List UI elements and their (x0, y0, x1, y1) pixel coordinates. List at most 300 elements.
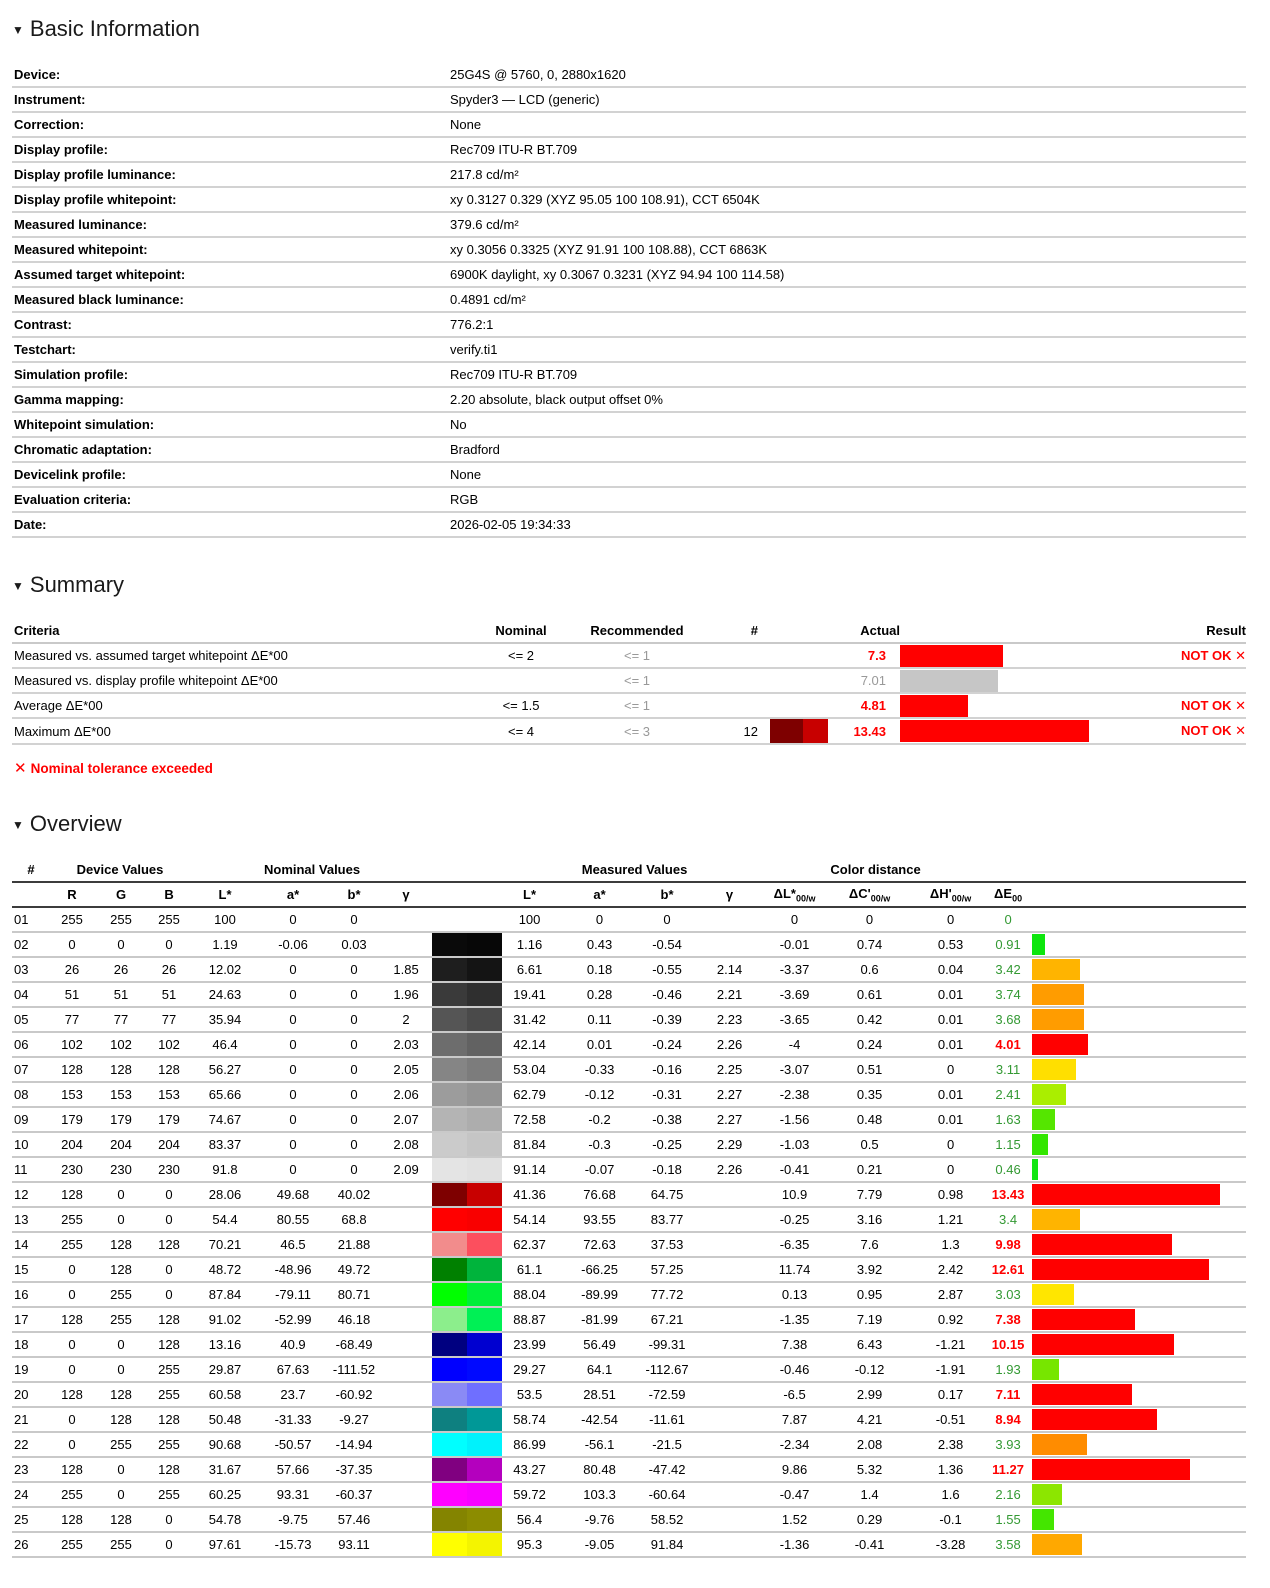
nominal-l: 83.37 (208, 1137, 242, 1152)
patch-row (12, 1482, 1246, 1507)
delta-l: -3.65 (779, 1012, 810, 1027)
basic-info-row (12, 312, 1246, 337)
device-b: 0 (165, 1212, 173, 1227)
device-g: 77 (113, 1012, 129, 1027)
patch-row (12, 1232, 1246, 1257)
device-g: 255 (110, 912, 132, 927)
delta-h: 0.01 (937, 1037, 964, 1052)
delta-l: 9.86 (781, 1462, 808, 1477)
measured-l: 42.14 (513, 1037, 546, 1052)
delta-e-bar-cell (1032, 1207, 1246, 1232)
nominal-color-swatch (432, 1057, 467, 1082)
delta-e-value: 9.98 (995, 1237, 1021, 1252)
basic-info-row (12, 412, 1246, 437)
delta-c: 0.35 (856, 1087, 883, 1102)
delta-l: 11.74 (778, 1262, 811, 1277)
nominal-color-swatch (432, 1407, 467, 1432)
patch-row (12, 1182, 1246, 1207)
nominal-b: -60.92 (335, 1387, 373, 1402)
delta-l: -0.25 (779, 1212, 810, 1227)
delta-h: 0.92 (937, 1312, 964, 1327)
field-value: RGB (450, 492, 479, 507)
column-header (692, 882, 767, 907)
summary-header-recommended: Recommended (590, 622, 684, 638)
device-r: 230 (61, 1162, 83, 1177)
delta-h: 1.21 (937, 1212, 964, 1227)
summary-header-bar-spacer (900, 618, 1090, 643)
measured-color-swatch (467, 1432, 502, 1457)
measured-l: 6.61 (516, 962, 543, 977)
delta-e-bar-cell (1032, 1082, 1246, 1107)
overview-table (12, 857, 1246, 1558)
delta-e-bar-cell (900, 693, 1090, 718)
patch-row (12, 1332, 1246, 1357)
device-g: 0 (117, 937, 125, 952)
measured-b: -0.55 (652, 962, 682, 977)
delta-e-value: 1.15 (995, 1137, 1021, 1152)
summary-title: Summary (29, 572, 125, 597)
measured-gamma (692, 1182, 767, 1207)
field-value: 379.6 cd/m² (450, 217, 519, 232)
nominal-b: 0 (350, 1112, 358, 1127)
device-b: 128 (158, 1412, 180, 1427)
nominal-a: 0 (289, 1062, 297, 1077)
measured-color-swatch (467, 1357, 502, 1382)
column-header (1032, 882, 1246, 907)
measured-gamma (692, 1507, 767, 1532)
nominal-color-swatch (432, 1257, 467, 1282)
measured-gamma (692, 1432, 767, 1457)
nominal-l: 60.25 (208, 1487, 242, 1502)
nominal-a: -0.06 (278, 937, 308, 952)
delta-c: 7.79 (856, 1187, 883, 1202)
delta-e-bar (1032, 934, 1045, 955)
measured-color-swatch (467, 1207, 502, 1232)
nominal-l: 60.58 (208, 1387, 242, 1402)
nominal-gamma (380, 1507, 432, 1532)
measured-color-swatch (467, 1182, 502, 1207)
delta-e-value: 3.42 (995, 962, 1021, 977)
patch-row (12, 1257, 1246, 1282)
delta-e-bar-cell (1032, 1232, 1246, 1257)
patch-number: 07 (14, 1062, 29, 1077)
device-b: 255 (158, 1362, 180, 1377)
measured-a: -66.25 (581, 1262, 618, 1277)
device-b: 128 (158, 1337, 180, 1352)
measured-color-swatch (467, 1457, 502, 1482)
delta-e-bar-cell (900, 643, 1090, 668)
column-header-main: ΔC' (848, 885, 871, 901)
measured-a: -0.33 (584, 1062, 615, 1077)
delta-e-bar (1032, 1359, 1059, 1380)
delta-e-value: 3.58 (995, 1537, 1021, 1552)
summary-header-row (12, 618, 1246, 643)
device-b: 0 (165, 1512, 173, 1527)
nominal-b: 0 (350, 1012, 358, 1027)
measured-gamma (692, 1332, 767, 1357)
nominal-b: 0 (350, 1162, 358, 1177)
actual-value: 7.3 (867, 648, 886, 663)
field-value: xy 0.3127 0.329 (XYZ 95.05 100 108.91), CCT 6504K (450, 192, 760, 207)
delta-e-value: 1.55 (995, 1512, 1021, 1527)
device-g: 128 (110, 1262, 132, 1277)
field-label: Whitepoint simulation: (14, 417, 155, 432)
column-header (96, 882, 146, 907)
delta-l: -1.03 (779, 1137, 810, 1152)
max-error-patch-number: 12 (743, 723, 758, 739)
max-error-patch-number (712, 643, 758, 668)
delta-h: 0.04 (937, 962, 964, 977)
delta-e-value: 2.41 (995, 1087, 1021, 1102)
measured-a: 0.01 (586, 1037, 613, 1052)
nominal-a: 46.5 (280, 1237, 306, 1252)
nominal-l: 13.16 (208, 1337, 242, 1352)
delta-e-value: 10.15 (991, 1337, 1025, 1352)
measured-b: -72.59 (648, 1387, 686, 1402)
measured-gamma (692, 1407, 767, 1432)
delta-e-value: 11.27 (992, 1462, 1024, 1477)
nominal-color-swatch (432, 1182, 467, 1207)
measured-b: -99.31 (648, 1337, 686, 1352)
measured-b: -112.67 (645, 1362, 689, 1377)
nominal-a: -79.11 (275, 1287, 311, 1302)
delta-e-value: 3.03 (995, 1287, 1021, 1302)
measured-l: 53.5 (516, 1387, 543, 1402)
delta-e-value: 3.4 (999, 1212, 1018, 1227)
patch-row (12, 907, 1246, 932)
delta-l: 7.87 (781, 1412, 808, 1427)
field-value: Rec709 ITU-R BT.709 (450, 367, 578, 382)
section-toggle-basic-information[interactable] (12, 16, 1258, 42)
delta-e-bar (1032, 1009, 1084, 1030)
delta-c: 2.08 (856, 1437, 883, 1452)
delta-e-bar (1032, 1259, 1209, 1280)
delta-c: 5.32 (856, 1462, 883, 1477)
summary-row (12, 668, 1246, 693)
section-toggle-summary[interactable] (12, 572, 1258, 598)
measured-gamma: 2.14 (716, 962, 743, 977)
basic-info-row (12, 362, 1246, 387)
column-header-main: G (115, 887, 127, 902)
patch-number: 05 (14, 1012, 29, 1027)
patch-number: 13 (14, 1212, 29, 1227)
delta-e-bar (1032, 1484, 1062, 1505)
nominal-color-swatch (432, 907, 467, 932)
delta-e-bar (1032, 1059, 1076, 1080)
basic-info-row (12, 337, 1246, 362)
measured-gamma (692, 1307, 767, 1332)
nominal-color-swatch (770, 719, 803, 743)
nominal-color-swatch (432, 1157, 467, 1182)
delta-e-bar (1032, 1509, 1054, 1530)
delta-e-bar-cell (1032, 1407, 1246, 1432)
measured-gamma (692, 1357, 767, 1382)
basic-info-row (12, 512, 1246, 537)
basic-info-row (12, 487, 1246, 512)
measured-b: 77.72 (650, 1287, 684, 1302)
device-r: 255 (61, 1537, 83, 1552)
nominal-color-swatch (432, 932, 467, 957)
device-r: 102 (61, 1037, 83, 1052)
field-value: 2026-02-05 19:34:33 (450, 517, 571, 532)
nominal-color-swatch (432, 1032, 467, 1057)
field-label: Testchart: (14, 342, 76, 357)
nominal-b: -37.35 (335, 1462, 373, 1477)
device-r: 255 (61, 1212, 83, 1227)
measured-l: 91.14 (513, 1162, 546, 1177)
section-toggle-overview[interactable] (12, 811, 1258, 837)
measured-b: 64.75 (650, 1187, 684, 1202)
delta-l: -3.37 (779, 962, 810, 977)
delta-h: 0 (946, 912, 955, 927)
patch-number: 11 (14, 1162, 28, 1177)
device-b: 179 (158, 1112, 180, 1127)
basic-info-row (12, 187, 1246, 212)
delta-h: 0.01 (937, 1087, 964, 1102)
column-header-main: γ (402, 887, 410, 902)
nominal-gamma (380, 1332, 432, 1357)
patch-row (12, 1032, 1246, 1057)
device-r: 128 (61, 1462, 83, 1477)
field-value: 25G4S @ 5760, 0, 2880x1620 (450, 66, 626, 82)
column-header-main: ΔE (994, 885, 1013, 901)
measured-a: 0.43 (586, 937, 613, 952)
measured-gamma (692, 907, 767, 932)
field-label: Measured whitepoint: (14, 242, 148, 257)
delta-e-value: 1.93 (995, 1362, 1021, 1377)
patch-number: 15 (14, 1262, 29, 1277)
nominal-b: 57.46 (337, 1512, 371, 1527)
measured-color-swatch (467, 907, 502, 932)
measured-b: 37.53 (650, 1237, 684, 1252)
nominal-gamma (380, 1182, 432, 1207)
device-g: 51 (113, 987, 129, 1002)
nominal-l: 29.87 (208, 1362, 242, 1377)
delta-l: -3.69 (779, 987, 810, 1002)
column-header-main: b* (347, 887, 361, 902)
device-r: 153 (61, 1087, 83, 1102)
measured-gamma (692, 1257, 767, 1282)
nominal-color-swatch (432, 1107, 467, 1132)
nominal-b: -9.27 (339, 1412, 369, 1427)
nominal-color-swatch (432, 1232, 467, 1257)
device-b: 255 (158, 912, 180, 927)
measured-gamma (692, 932, 767, 957)
summary-header-actual: Actual (860, 622, 900, 638)
delta-h: 2.87 (937, 1287, 964, 1302)
delta-e-bar-cell (1032, 1307, 1246, 1332)
criteria-label: Measured vs. assumed target whitepoint ΔE*00 (14, 648, 288, 663)
column-header-main: ΔH' (929, 885, 952, 901)
measured-l: 19.41 (513, 987, 546, 1002)
measured-gamma: 2.29 (716, 1137, 743, 1152)
nominal-b: -68.49 (335, 1337, 373, 1352)
patch-number: 02 (14, 937, 29, 952)
patch-number: 22 (14, 1437, 29, 1452)
nominal-tolerance: <= 2 (507, 648, 535, 663)
measured-l: 43.27 (513, 1462, 546, 1477)
patch-number: 23 (14, 1462, 29, 1477)
patch-row (12, 932, 1246, 957)
delta-e-bar (1032, 1459, 1190, 1480)
patch-number: 25 (14, 1512, 29, 1527)
patch-number: 18 (14, 1337, 29, 1352)
device-b: 128 (158, 1312, 180, 1327)
patch-row (12, 1057, 1246, 1082)
nominal-b: 0 (350, 912, 358, 927)
group-header: Color distance (830, 861, 921, 877)
measured-b: 67.21 (650, 1312, 684, 1327)
delta-e-bar-cell (1032, 1107, 1246, 1132)
nominal-gamma: 2.06 (393, 1087, 419, 1102)
device-b: 255 (158, 1387, 180, 1402)
nominal-l: 97.61 (208, 1537, 242, 1552)
column-header-subscript: 00/w (795, 893, 816, 904)
nominal-b: 40.02 (337, 1187, 371, 1202)
nominal-a: -15.73 (274, 1537, 312, 1552)
patch-number: 12 (14, 1187, 29, 1202)
nominal-gamma (380, 1382, 432, 1407)
device-r: 128 (61, 1312, 83, 1327)
nominal-a: 0 (289, 1037, 297, 1052)
device-b: 102 (158, 1037, 180, 1052)
nominal-l: 12.02 (208, 962, 242, 977)
field-label: Simulation profile: (14, 367, 129, 382)
field-value: 2.20 absolute, black output offset 0% (450, 392, 663, 407)
delta-c: 0.74 (856, 937, 883, 952)
device-r: 255 (61, 912, 83, 927)
summary-table (12, 618, 1246, 745)
nominal-gamma (380, 1257, 432, 1282)
measured-a: 0.28 (586, 987, 613, 1002)
device-r: 0 (68, 1337, 76, 1352)
delta-e-bar (1032, 1084, 1066, 1105)
delta-e-bar (1032, 1284, 1074, 1305)
patch-row (12, 957, 1246, 982)
basic-info-row (12, 387, 1246, 412)
delta-e-bar (1032, 1109, 1055, 1130)
nominal-a: -50.57 (274, 1437, 312, 1452)
nominal-gamma: 2 (402, 1012, 410, 1027)
measured-l: 81.84 (513, 1137, 546, 1152)
nominal-a: 40.9 (280, 1337, 306, 1352)
measured-l: 56.4 (516, 1512, 543, 1527)
patch-swatch-cell (758, 693, 828, 718)
actual-value: 4.81 (860, 698, 886, 713)
device-r: 0 (68, 1287, 76, 1302)
delta-e-bar (1032, 1134, 1048, 1155)
field-value: xy 0.3056 0.3325 (XYZ 91.91 100 108.88), CCT 6863K (450, 242, 768, 257)
column-header-main: a* (286, 887, 300, 902)
field-value: Rec709 ITU-R BT.709 (450, 142, 578, 157)
nominal-gamma (380, 1457, 432, 1482)
patch-number: 09 (14, 1112, 29, 1127)
delta-e-bar (1032, 1309, 1135, 1330)
delta-c: 0.48 (856, 1112, 883, 1127)
nominal-a: 49.68 (276, 1187, 310, 1202)
max-error-patch-number (712, 668, 758, 693)
delta-l: -0.01 (779, 937, 810, 952)
nominal-a: 0 (289, 1012, 297, 1027)
actual-value: 13.43 (853, 723, 886, 739)
field-label: Display profile luminance: (14, 167, 176, 182)
column-header (12, 882, 48, 907)
patch-row (12, 1157, 1246, 1182)
nominal-a: 67.63 (276, 1362, 310, 1377)
delta-h: 0 (946, 1162, 955, 1177)
patch-row (12, 1407, 1246, 1432)
nominal-b: 46.18 (337, 1312, 371, 1327)
patch-number: 04 (14, 987, 29, 1002)
fail-cross-icon: ✕ (14, 760, 27, 777)
nominal-l: 91.8 (212, 1162, 238, 1177)
measured-a: -0.3 (588, 1137, 611, 1152)
measured-color-swatch (467, 1407, 502, 1432)
delta-c: 0.95 (856, 1287, 883, 1302)
device-g: 0 (117, 1362, 125, 1377)
delta-e-bar (900, 670, 998, 692)
delta-c: 4.21 (856, 1412, 883, 1427)
nominal-gamma (380, 932, 432, 957)
nominal-color-swatch (432, 1432, 467, 1457)
nominal-color-swatch (432, 1332, 467, 1357)
device-r: 26 (64, 962, 80, 977)
device-g: 26 (113, 962, 129, 977)
device-r: 128 (61, 1062, 83, 1077)
delta-h: 0.01 (937, 987, 964, 1002)
summary-header-spacer (758, 618, 828, 643)
field-value: 217.8 cd/m² (450, 167, 519, 182)
nominal-tolerance (480, 668, 562, 693)
device-b: 128 (158, 1237, 180, 1252)
measured-b: -0.54 (652, 937, 682, 952)
patch-number: 10 (14, 1137, 29, 1152)
device-b: 128 (158, 1462, 180, 1477)
device-b: 255 (158, 1437, 180, 1452)
nominal-l: 70.21 (208, 1237, 242, 1252)
measured-b: -0.18 (652, 1162, 682, 1177)
field-label: Gamma mapping: (14, 392, 124, 407)
delta-h: 0.98 (937, 1187, 964, 1202)
nominal-l: 54.4 (212, 1212, 238, 1227)
measured-color-swatch (467, 1382, 502, 1407)
column-header (917, 882, 984, 907)
measured-l: 23.99 (513, 1337, 546, 1352)
column-header-subscript: 00 (1012, 893, 1023, 904)
nominal-b: 0 (350, 987, 358, 1002)
nominal-b: 0 (350, 1062, 358, 1077)
measured-color-swatch (467, 1307, 502, 1332)
column-header (146, 882, 192, 907)
nominal-a: -48.96 (274, 1262, 312, 1277)
column-header-main: B (164, 887, 174, 902)
nominal-gamma (380, 1482, 432, 1507)
delta-c: 0 (865, 912, 874, 927)
measured-b: 58.52 (650, 1512, 684, 1527)
delta-e-value: 7.11 (995, 1387, 1021, 1402)
delta-l: 10.9 (781, 1187, 808, 1202)
tolerance-exceeded-text: Nominal tolerance exceeded (30, 761, 213, 776)
basic-info-row (12, 462, 1246, 487)
delta-e-bar (1032, 1334, 1174, 1355)
basic-info-row (12, 262, 1246, 287)
summary-header-result: Result (1206, 622, 1246, 638)
basic-info-row (12, 437, 1246, 462)
measured-gamma: 2.25 (716, 1062, 743, 1077)
nominal-b: 68.8 (341, 1212, 367, 1227)
nominal-l: 100 (214, 912, 236, 927)
delta-h: 0.01 (937, 1112, 964, 1127)
